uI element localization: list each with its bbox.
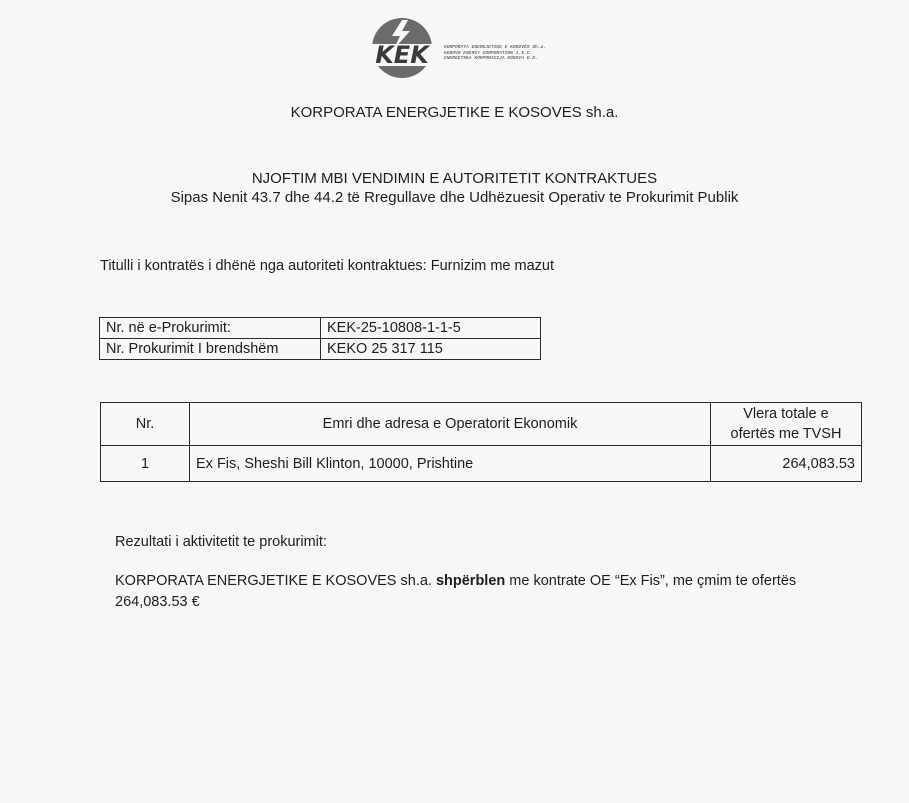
result-amount: 264,083.53 € (115, 594, 200, 610)
header-value-line: Vlera totale e (743, 406, 829, 422)
row-nr: 1 (101, 446, 190, 482)
reference-value: KEKO 25 317 115 (321, 339, 541, 360)
result-heading: Rezultati i aktivitetit te prokurimit: (115, 534, 327, 550)
header-value (711, 403, 862, 446)
notice-title: NJOFTIM MBI VENDIMIN E AUTORITETIT KONTRAKTUES (251, 170, 658, 187)
result-paragraph (115, 571, 835, 613)
logo-caption-line: KORPORATA ENERGJETIKE E KOSOVËS Sh.a. (444, 45, 546, 50)
bids-table (100, 402, 862, 482)
table-header-row (101, 403, 862, 446)
logo-wordmark: KEK (375, 41, 429, 69)
table-row (100, 318, 541, 339)
result-text: KORPORATA ENERGJETIKE E KOSOVES sh.a. (115, 573, 436, 589)
row-operator: Ex Fis, Sheshi Bill Klinton, 10000, Prishtine (190, 446, 711, 482)
reference-table (99, 317, 541, 360)
table-row (101, 446, 862, 482)
header-operator: Emri dhe adresa e Operatorit Ekonomik (190, 403, 711, 446)
row-value: 264,083.53 (711, 446, 862, 482)
reference-label: Nr. Prokurimit I brendshëm (100, 339, 321, 360)
table-row (100, 339, 541, 360)
logo-caption-line: KOSOVO ENERGY CORPORATION J.S.C. (444, 50, 533, 56)
reference-value: KEK-25-10808-1-1-5 (321, 318, 541, 339)
header-nr: Nr. (101, 403, 190, 446)
company-name: KORPORATA ENERGJETIKE E KOSOVES sh.a. (290, 104, 619, 121)
reference-label: Nr. në e-Prokurimit: (100, 318, 321, 339)
notice-subtitle: Sipas Nenit 43.7 dhe 44.2 të Rregullave dhe Udhëzuesit Operativ te Prokurimit Publik (170, 189, 739, 206)
header-value-line: ofertës me TVSH (730, 426, 842, 442)
kek-logo (366, 16, 566, 80)
logo-caption (444, 45, 546, 62)
result-verb: shpërblen (435, 573, 506, 589)
logo-caption-line: ENERGETSKA KORPORACIJA KOSOVA D.D. (444, 56, 538, 62)
result-text: me kontrate OE “Ex Fis”, me çmim te ofertës (505, 573, 797, 589)
contract-title: Titulli i kontratës i dhënë nga autoriteti kontraktues: Furnizim me mazut (100, 258, 554, 274)
